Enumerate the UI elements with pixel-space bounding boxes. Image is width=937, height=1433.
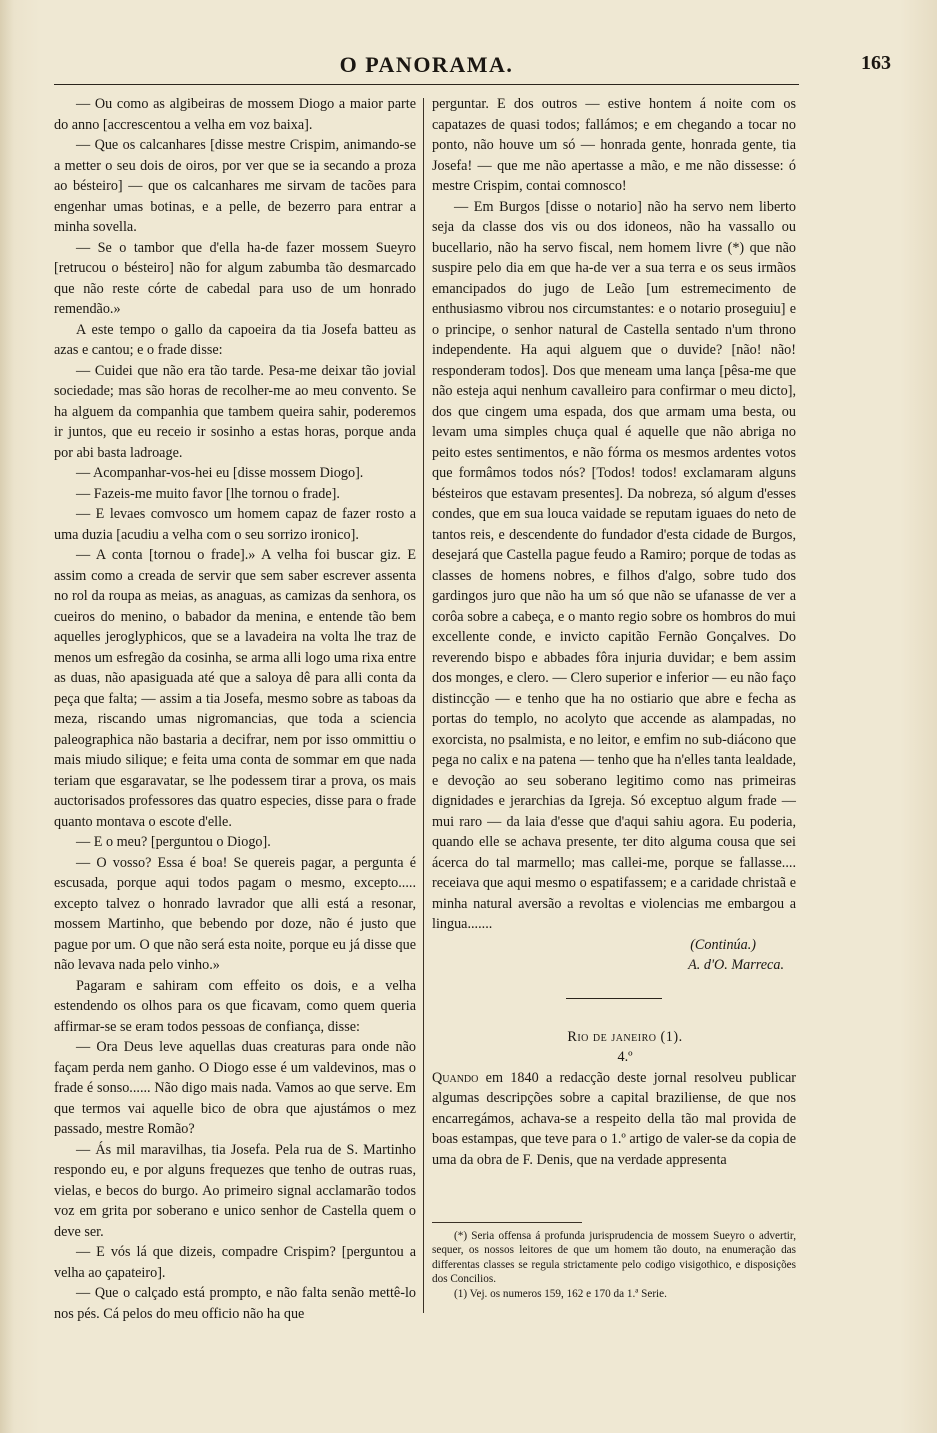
page-number: 163 bbox=[861, 52, 891, 74]
author-signature: A. d'O. Marreca. bbox=[688, 957, 784, 973]
paragraph: A este tempo o gallo da capoeira da tia Josefa batteu as azas e cantou; e o frade disse: bbox=[54, 321, 416, 358]
section-text: em 1840 a redacção deste jornal resolveu publicar algumas descripções sobre a capital braziliense, de que nos encarregámos, achava-se a respeito della tão mal provida de boas estampas, que teve para o 1.º artigo de valer-se da copia de uma da obra de F. Denis, que na verdade appresenta bbox=[432, 1069, 796, 1168]
drop-word: Quando bbox=[432, 1069, 479, 1086]
section-title: Rio de janeiro (1). bbox=[567, 1028, 683, 1045]
footnote-rule bbox=[432, 1222, 582, 1223]
paragraph: — E vós lá que dizeis, compadre Crispim? [perguntou a velha ao çapateiro]. bbox=[54, 1244, 416, 1281]
section-number: 4.º bbox=[617, 1049, 633, 1065]
paragraph: — Que os calcanhares [disse mestre Crispim, animando-se a metter o seu dois de oiros, por ver que se ia secando a proza ao bésteiro] — que os calcanhares me sirvam de tacões para engenhar umas botinas, e a pelle, de bezerro para entrar a minha sovella. bbox=[54, 137, 416, 235]
paragraph: — Ou como as algibeiras de mossem Diogo a maior parte do anno [accrescentou a velha em voz baixa]. bbox=[54, 96, 416, 133]
footnote: (*) Seria offensa á profunda jurisprudencia de mossem Sueyro o advertir, sequer, os nossos leitores de que um homem tão douto, na enumeração das differentas classes se regula strictamente pelo codigo visigothico, e disposições dos Concilios. bbox=[432, 1230, 796, 1286]
column-divider bbox=[423, 98, 424, 1313]
paragraph: perguntar. E dos outros — estive hontem á noite com os capatazes de quasi todos; fallámos; e em chegando a tocar no ponto, não houve um só — honrada gente, honrada gente, tia Josefa! — que me não apertasse a mão, e me não dissesse: ó mestre Crispim, contai comnosco! bbox=[432, 96, 796, 194]
paragraph: Pagaram e sahiram com effeito os dois, e a velha estendendo os olhos para os que ficavam, como quem queria affirmar-se se eram todos pessoas de confiança, disse: bbox=[54, 977, 416, 1035]
paragraph: — Que o calçado está prompto, e não falta senão mettê-lo nos pés. Cá pelos do meu officio não ha que bbox=[54, 1285, 416, 1322]
section-paragraph bbox=[432, 1068, 796, 1171]
paragraph: — Cuidei que não era tão tarde. Pesa-me deixar tão jovial sociedade; mas são horas de recolher-me ao meu convento. Se ha alguem da companhia que tambem queira sahir, poderemos ir juntos, que eu receio ir sosinho a estas horas, porque anda por abi basta ladroage. bbox=[54, 362, 416, 461]
paragraph: — O vosso? Essa é boa! Se quereis pagar, a pergunta é escusada, porque aqui todos pagam o mesmo, excepto..... excepto talvez o honrado lavrador que alli está a resonar, mossem Martinho, que bebendo por doze, não é justo que pague por um. O que não será esta noite, porque eu já disse que não levava nada pelo vinho.» bbox=[54, 854, 416, 973]
page-header bbox=[54, 52, 891, 78]
paragraph: — A conta [tornou o frade].» A velha foi buscar giz. E assim como a creada de servir que sem saber escrever assenta no rol da roupa as meias, as anaguas, as camizas da senhora, os cueiros do menino, o babador da menina, e entende tão bem aquelles jeroglyphicos, que se a lavadeira na volta lhe traz de menos um esfregão da cosinha, se arma alli logo uma rixa entre as duas, não apasiguada até que a saloya dê para alli conta da peça que falta; — assim a tia Josefa, mesmo sobre as taboas da meza, riscando umas nigromancias, que toda a sciencia paleographica não bastaria a decifrar, nem por isso ommittiu o mais miudo silique; e feita uma conta de sommar em que nada teriam que esgaravatar, se lhe podessem tirar a prova, os mais auctorisados professores das quatro especies, disse para o frade quanto montava o escote d'elle. bbox=[54, 547, 416, 830]
paragraph: — E levaes comvosco um homem capaz de fazer rosto a uma duzia [acudiu a velha com o seu sorrizo ironico]. bbox=[54, 506, 416, 543]
paragraph: — Em Burgos [disse o notario] não ha servo nem liberto seja da classe dos vis ou dos idoneos, não ha vassallo ou bucellario, não ha servo fiscal, nem homem livre (*) que não suspire pelo dia em que ha-de ver a sua terra e os seus irmãos emancipados do jugo de Leão [um estremecimento de enthusiasmo vibrou nos circumstantes: e o notario proseguiu] e o principe, o senhor natural de Castella sentado n'um throno independente. Ha aqui alguem que o duvide? [não! não! responderam todos]. Dos que meneam uma lança [pêsa-me que não esteja aqui nenhum cavalleiro para confirmar o meu dicto], dos que cingem uma espada, dos que armam uma besta, ou levam uma simples chuça qual é aquelle que não abriga no peito estes sentimentos, e não fórma os mesmos ardentes votos que formâmos todos nós? [Todos! todos! exclamaram alguns bésteiros que estavam presentes]. Da nobreza, só algum d'esses condes, que em sua louca vaidade se reputam iguaes do neto de tantos reis, e descendente do fundador d'esta cidade de Burgos, desejará que Castella pague feudo a Ramiro; porque de todas as classes de homens nobres, e filhos d'algo, sobre tudo dos gardingos juro que não ha um só que não se ufanasse de ver a corôa sobre a cabeça, e o manto regio sobre os hombros do mui excellente conde, e invicto capitão Fernão Gonçalves. Do reverendo bispo e abbades fôra injuria duvidar; e bem assim dos monges, e clero. — Clero superior e inferior — eu não faço distincção — e tenho que ha no ostiario que abre e fecha as portas do templo, no acolyto que accende as alampadas, no exorcista, no psalmista, e no leitor, e emfim no sub-diácono que pega no calix e na patena — tenho que ha n'elles tanta lealdade, e devoção ao seu soberano legitimo como nas primeiras dignidades e jerarchias da Igreja. Só exceptuo algum frade — mui raro — da laia d'esse que d'aqui sahiu agora. Eu poderia, quando elle se achava presente, ter dito alguma cousa que sei ácerca do tal marmello; mas callei-me, porque se fallasse.... receiava que aqui mesmo o espatifassem; e a caridade christaã e minha natural aversão a revoltas e violencias me embargou a lingua....... bbox=[432, 198, 796, 932]
paragraph: — Fazeis-me muito favor [lhe tornou o frade]. bbox=[76, 485, 340, 502]
continuation-note: (Continúa.) bbox=[690, 936, 756, 953]
paragraph: — Ora Deus leve aquellas duas creaturas para onde não façam perda nem ganho. O Diogo esse é um valdevinos, mas o frade é sonso...... Não digo mais nada. Vamos ao que serve. Em que termos vai aquelle bico de obra que ajustámos o mez passado, mestre Romão? bbox=[54, 1039, 416, 1137]
paragraph: — E o meu? [perguntou o Diogo]. bbox=[76, 834, 271, 850]
masthead-title: O PANORAMA. bbox=[339, 52, 514, 77]
paragraph: — Ás mil maravilhas, tia Josefa. Pela rua de S. Martinho respondo eu, e por alguns frequezes que tenho de outras ruas, vielas, e becos do burgo. Ao primeiro signal acclamarão todos voz em grita por soberano e unico senhor de Castella quem o deve ser. bbox=[54, 1141, 416, 1240]
section-separator bbox=[566, 998, 662, 999]
right-column bbox=[432, 94, 796, 1170]
header-rule bbox=[54, 84, 799, 85]
paragraph: — Se o tambor que d'ella ha-de fazer mossem Sueyro [retrucou o bésteiro] não for algum zabumba tão desmarcado que não reste córte de cabedal para uso de um honrado remendão.» bbox=[54, 239, 416, 317]
footnotes bbox=[432, 1222, 796, 1301]
footnote: (1) Vej. os numeros 159, 162 e 170 da 1.ª Serie. bbox=[454, 1287, 667, 1300]
paragraph: — Acompanhar-vos-hei eu [disse mossem Diogo]. bbox=[76, 465, 364, 481]
left-column bbox=[54, 94, 416, 1324]
